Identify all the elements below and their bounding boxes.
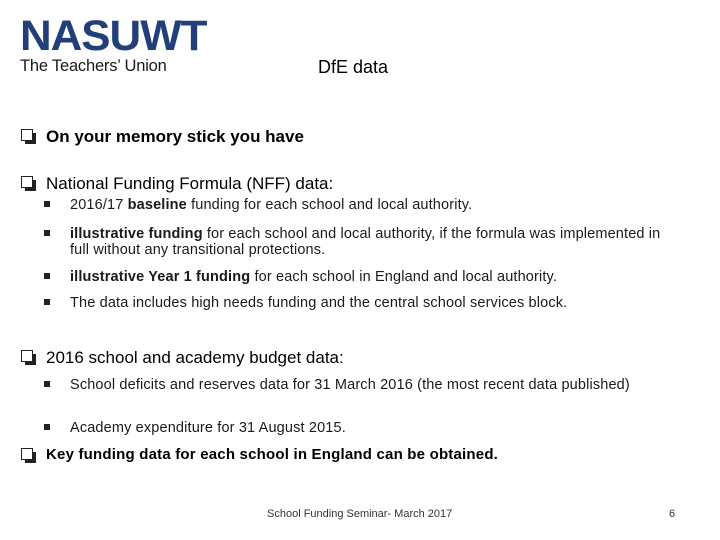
heading-memory-stick <box>46 127 304 147</box>
square-bullet-icon <box>44 299 50 305</box>
heading-budget <box>46 348 344 368</box>
bullet-nff-year1: illustrative Year 1 funding for each school in England and local authority. <box>70 269 670 285</box>
bullet-nff-high-needs: The data includes high needs funding and the central school services block. <box>70 295 670 311</box>
page-number: 6 <box>669 508 676 520</box>
square-bullet-icon <box>44 424 50 430</box>
checkbox-bullet-icon <box>21 350 33 362</box>
footer-text: School Funding Seminar- March 2017 <box>267 508 453 520</box>
square-bullet-icon <box>44 201 50 207</box>
bullet-nff-baseline: 2016/17 baseline funding for each school and local authority. <box>70 197 670 213</box>
checkbox-bullet-icon <box>21 129 33 141</box>
heading-text: National Funding Formula (NFF) data: <box>46 174 334 193</box>
logo-tagline: The Teachers’ Union <box>20 57 167 75</box>
square-bullet-icon <box>44 273 50 279</box>
nasuwt-logo <box>20 12 207 76</box>
bullet-nff-illustrative: illustrative funding for each school and local authority, if the formula was implemented in full without any transitional protections. <box>70 226 670 258</box>
square-bullet-icon <box>44 230 50 236</box>
square-bullet-icon <box>44 381 50 387</box>
heading-key-funding <box>46 446 498 463</box>
heading-text: Key funding data for each school in England can be obtained. <box>46 446 499 463</box>
slide-title: DfE data <box>318 57 389 77</box>
bullet-budget-deficits: School deficits and reserves data for 31 March 2016 (the most recent data published) <box>70 377 650 393</box>
heading-text: 2016 school and academy budget data: <box>46 348 344 367</box>
checkbox-bullet-icon <box>21 176 33 188</box>
logo-wordmark: NASUWT <box>20 12 207 60</box>
heading-text: On your memory stick you have <box>46 127 304 146</box>
heading-nff <box>46 174 333 194</box>
bullet-budget-academy: Academy expenditure for 31 August 2015. <box>70 420 670 436</box>
checkbox-bullet-icon <box>21 448 33 460</box>
